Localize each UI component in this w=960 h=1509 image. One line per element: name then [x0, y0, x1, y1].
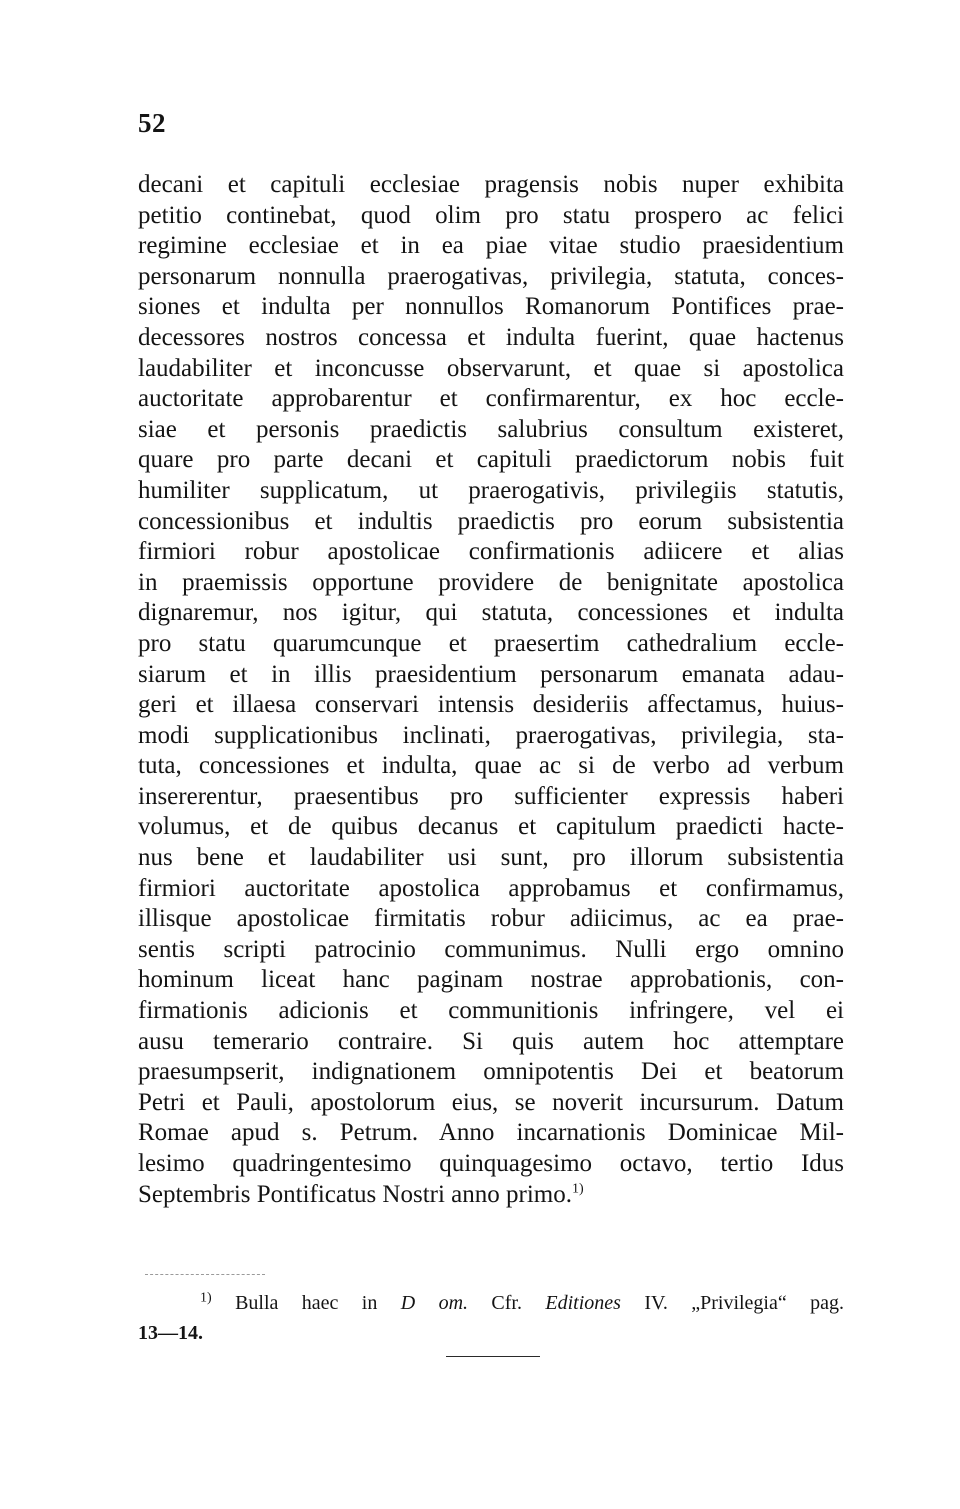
text-line: geri et illaesa conservari intensis desideriis affectamus, huius-	[138, 691, 844, 719]
footnote-reference: 1)	[571, 1181, 584, 1197]
text-line: in praemissis opportune providere de benignitate apostolica	[138, 568, 844, 596]
text-line: petitio continebat, quod olim pro statu prospero ac felici	[138, 201, 844, 229]
end-rule	[446, 1356, 540, 1357]
text-line: laudabiliter et inconcusse observarunt, et quae si apostolica	[138, 354, 844, 382]
text-line-content: Septembris Pontificatus Nostri anno primo.	[138, 1180, 572, 1208]
text-line: modi supplicationibus inclinati, praerogativas, privilegia, sta-	[138, 721, 844, 749]
text-line: auctoritate approbarentur et confirmarentur, ex hoc eccle-	[138, 385, 844, 413]
text-line: concessionibus et indultis praedictis pro eorum subsistentia	[138, 507, 844, 535]
footnote-text: Bulla haec in	[235, 1292, 378, 1314]
text-line: nus bene et laudabiliter usi sunt, pro illorum subsistentia	[138, 844, 844, 872]
footnote-text-italic: D om.	[400, 1292, 469, 1314]
text-line: hominum liceat hanc paginam nostrae approbationis, con-	[138, 966, 844, 994]
text-line: regimine ecclesiae et in ea piae vitae studio praesidentium	[138, 232, 844, 260]
footnote-separator	[145, 1274, 265, 1275]
text-line-last	[138, 1180, 844, 1211]
text-line: dignaremur, nos igitur, qui statuta, concessiones et indulta	[138, 599, 844, 627]
page-number: 52	[138, 108, 166, 138]
footnote-text: Cfr.	[491, 1292, 522, 1314]
main-text	[138, 170, 844, 1210]
text-line: decessores nostros concessa et indulta fuerint, quae hactenus	[138, 323, 844, 351]
text-line: sentis scripti patrocinio communimus. Nulli ergo omnino	[138, 935, 844, 963]
text-line: pro statu quarumcunque et praesertim cathedralium eccle-	[138, 629, 844, 657]
text-line: insererentur, praesentibus pro sufficienter expressis haberi	[138, 782, 844, 810]
text-line: quare pro parte decani et capituli praedictorum nobis fuit	[138, 446, 844, 474]
text-line: tuta, concessiones et indulta, quae ac si de verbo ad verbum	[138, 752, 844, 780]
text-line: personarum nonnulla praerogativas, privilegia, statuta, conces-	[138, 262, 844, 290]
footnote-marker: 1)	[200, 1290, 212, 1306]
text-line: humiliter supplicatum, ut praerogativis, privilegiis statutis,	[138, 476, 844, 504]
footnote-text: IV. „Privilegia“ pag.	[644, 1292, 845, 1314]
text-line: siarum et in illis praesidentium personarum emanata adau-	[138, 660, 844, 688]
text-line: illisque apostolicae firmitatis robur adiicimus, ac ea prae-	[138, 905, 844, 933]
text-line: decani et capituli ecclesiae pragensis nobis nuper exhibita	[138, 171, 844, 198]
text-line: volumus, et de quibus decanus et capitulum praedicti hacte-	[138, 813, 844, 841]
text-line: Romae apud s. Petrum. Anno incarnationis Dominicae Mil-	[138, 1119, 844, 1147]
text-line: firmiori robur apostolicae confirmationis adiicere et alias	[138, 538, 844, 566]
text-line: ausu temerario contraire. Si quis autem hoc attemptare	[138, 1027, 844, 1055]
text-line: siones et indulta per nonnullos Romanorum Pontifices prae-	[138, 293, 844, 321]
text-line: firmationis adicionis et communitionis infringere, vel ei	[138, 997, 844, 1025]
text-line: firmiori auctoritate apostolica approbamus et confirmamus,	[138, 874, 844, 902]
text-line: Petri et Pauli, apostolorum eius, se noverit incursurum. Datum	[138, 1088, 844, 1116]
text-line: praesumpserit, indignationem omnipotentis Dei et beatorum	[138, 1058, 844, 1086]
footnote-line	[138, 1288, 844, 1318]
text-line: siae et personis praedictis salubrius consultum existeret,	[138, 415, 844, 443]
text-line: lesimo quadringentesimo quinquagesimo octavo, tertio Idus	[138, 1150, 844, 1177]
footnote	[138, 1288, 844, 1348]
footnote-pages: 13—14.	[138, 1322, 203, 1344]
footnote-text-italic: Editiones	[545, 1292, 621, 1314]
